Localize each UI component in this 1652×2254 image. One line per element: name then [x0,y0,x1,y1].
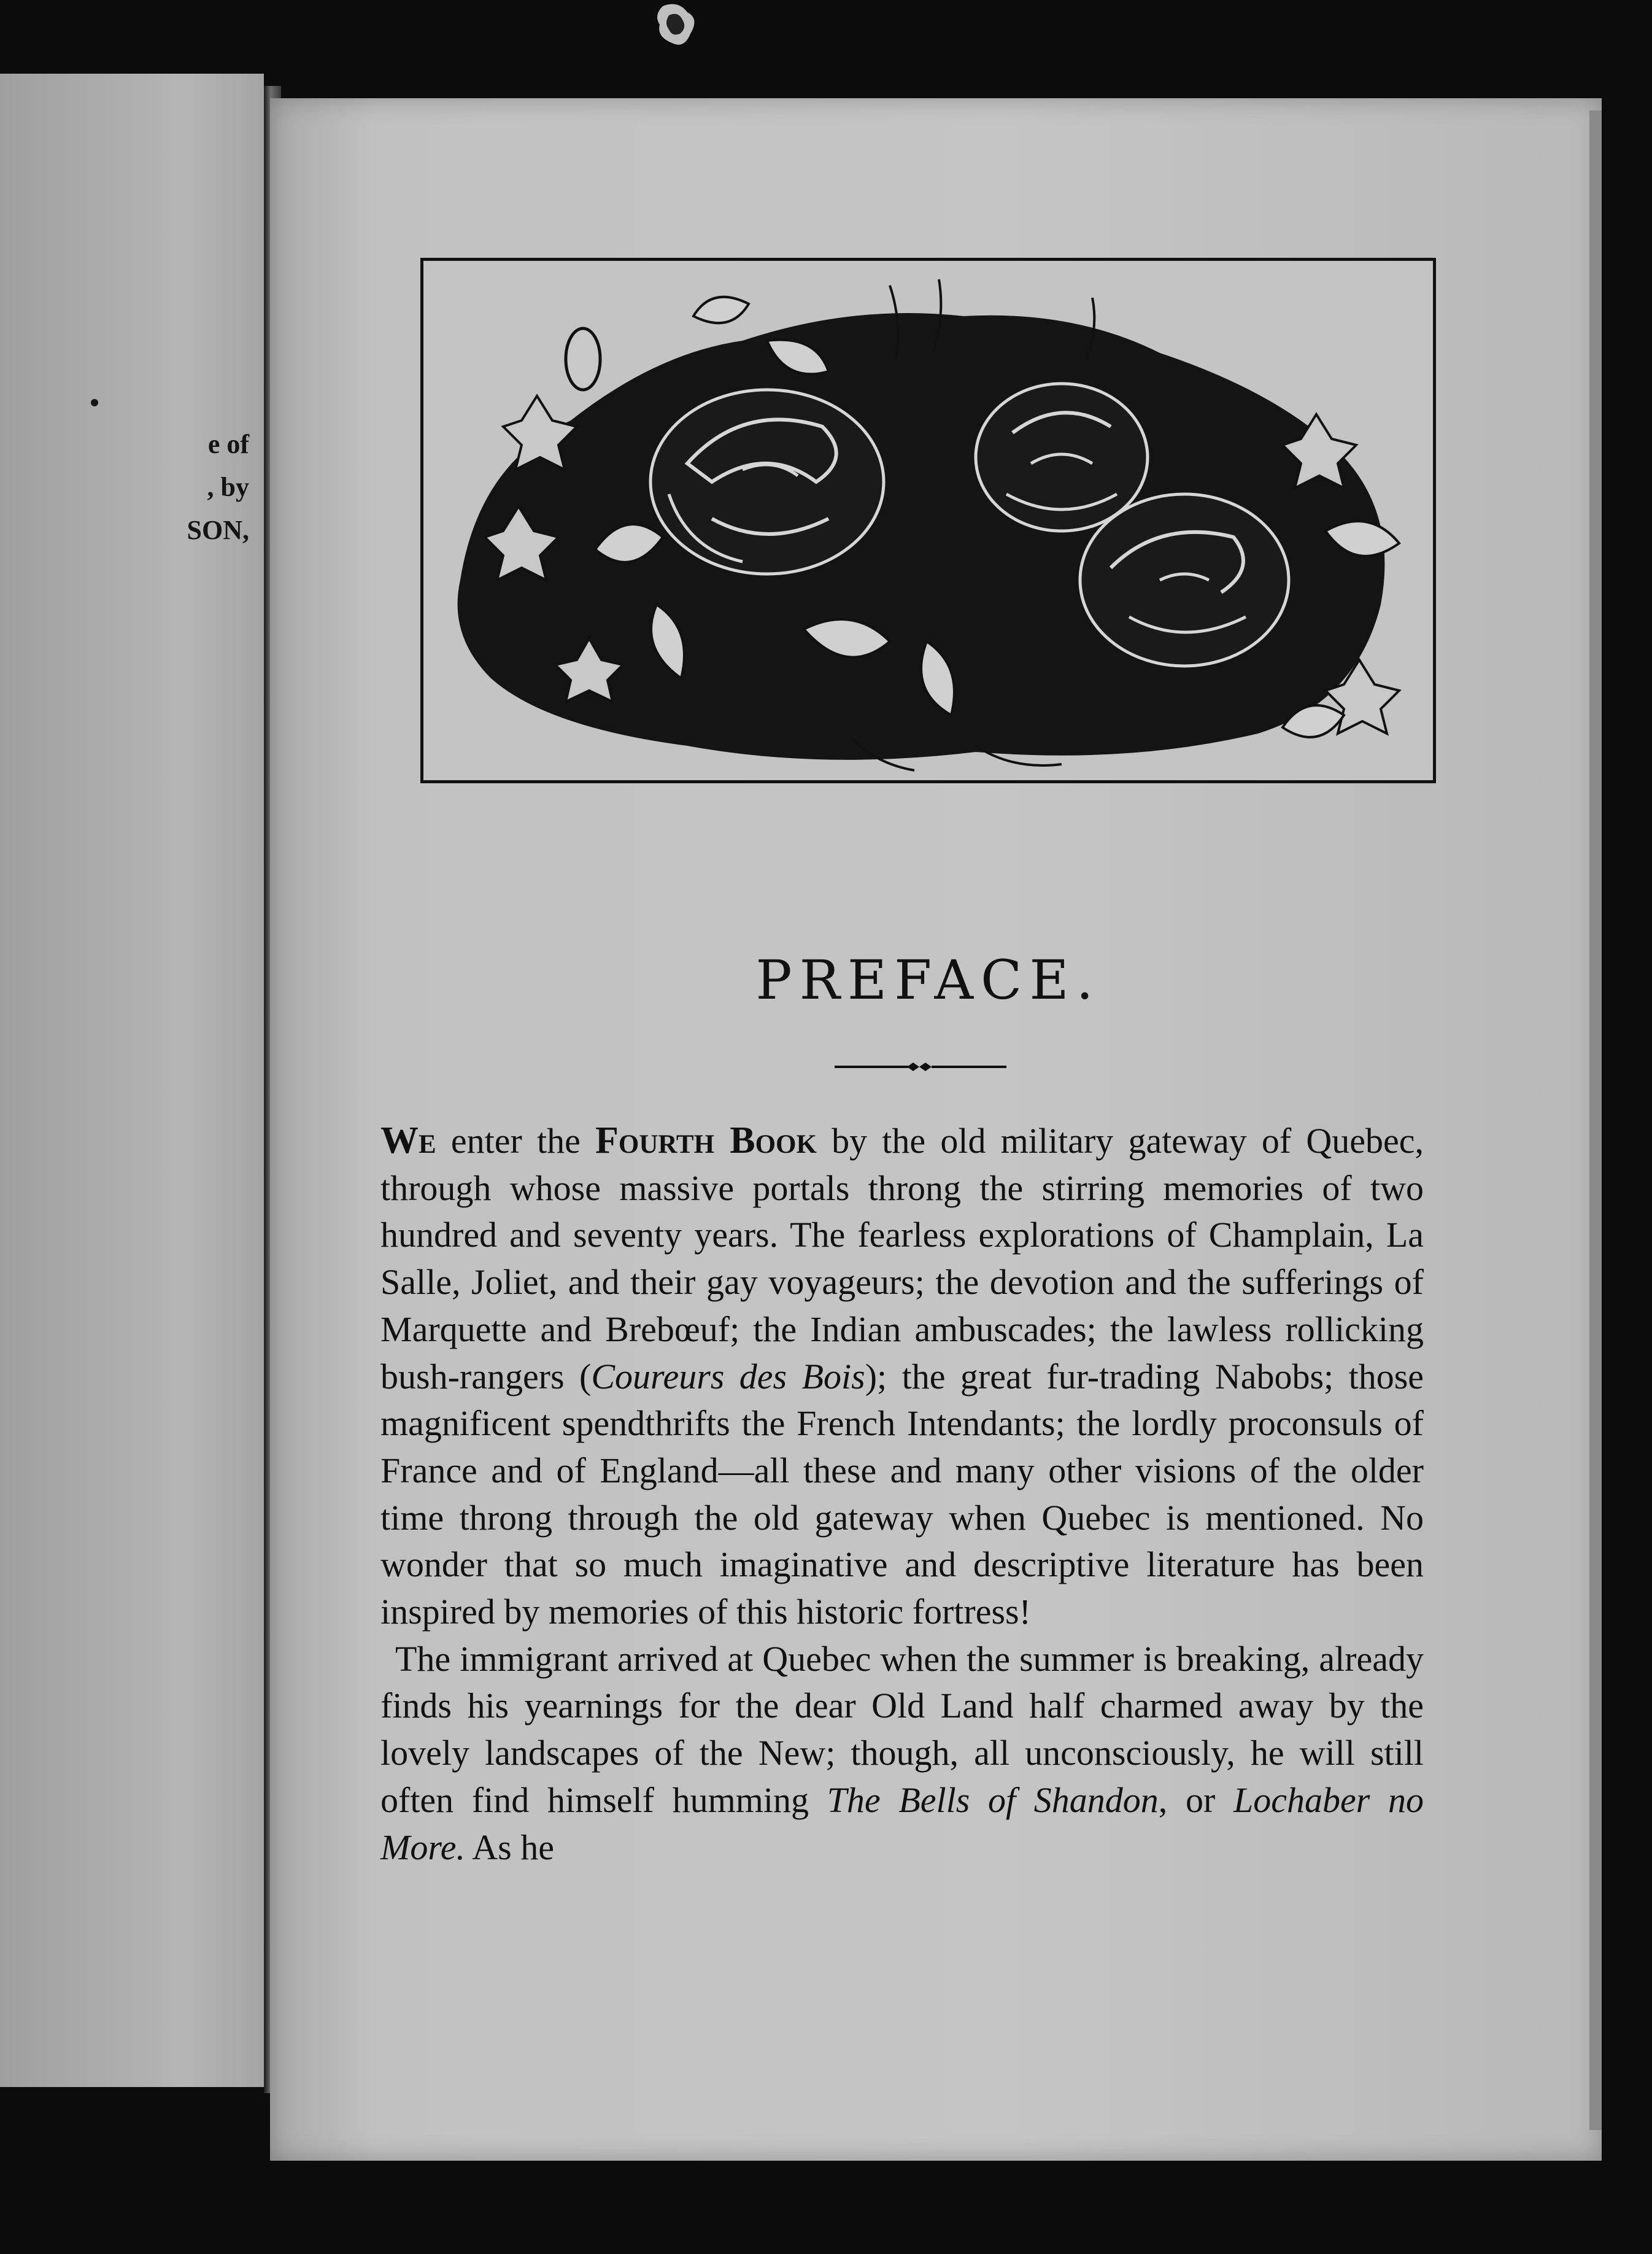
facing-page-text-line: e of [207,429,249,459]
preface-body [380,1117,1424,1871]
italic-term: Coureurs des Bois [591,1356,865,1396]
preface-paragraph-1 [380,1117,1424,1636]
rose-left [650,390,884,574]
paragraph-text: enter the [436,1121,596,1161]
paragraph-text: As he [465,1827,554,1867]
facing-page [0,74,264,2087]
song-title: Lochaber no More. [380,1780,1424,1867]
lead-word: We [380,1120,436,1161]
facing-page-text-line: , by [207,472,249,502]
song-title: The Bells of Shandon [827,1780,1159,1820]
rose-right [1080,494,1289,666]
paragraph-text: by the old military gateway of Quebec, through whose massive portals throng the stirring memories of two hundred and seventy years. The fearless explorations of Champlain, La Salle, Joliet, and their gay voyageurs; the devotion and the sufferings of Marquette and Brebœuf; the Indian ambuscades; the lawless rollicking bush-rangers ( [380,1121,1424,1396]
paragraph-text: ); the great fur-trading Nabobs; those magnificent spendthrifts the French Intendants; the lordly proconsuls of France and of England—all these and many other visions of the older time throng through the old gateway when Quebec is mentioned. No wonder that so much imaginative and descriptive literature has been inspired by memories of this historic fortress! [380,1356,1424,1632]
paragraph-text: , or [1158,1780,1233,1820]
facing-page-text-line: SON, [187,515,249,545]
ink-speck [91,399,98,406]
rose-center [976,384,1148,531]
floral-wreath-icon [423,261,1433,780]
preface-paragraph-2 [380,1636,1424,1872]
dust-speck-icon [650,0,706,55]
page-title: PREFACE. [755,948,1101,1012]
paragraph-text: The immigrant arrived at Quebec when the summer is breaking, already finds his yearnings for the dear Old Land half charmed away by the lovely landscapes of the New; though, all unconsciously, he will still often find himself humming [380,1638,1424,1820]
page-edge [1589,110,1602,2130]
book-reference: Fourth Book [595,1120,817,1161]
ornamental-divider-icon [835,1061,1006,1073]
floral-ornament-frame [420,258,1436,783]
